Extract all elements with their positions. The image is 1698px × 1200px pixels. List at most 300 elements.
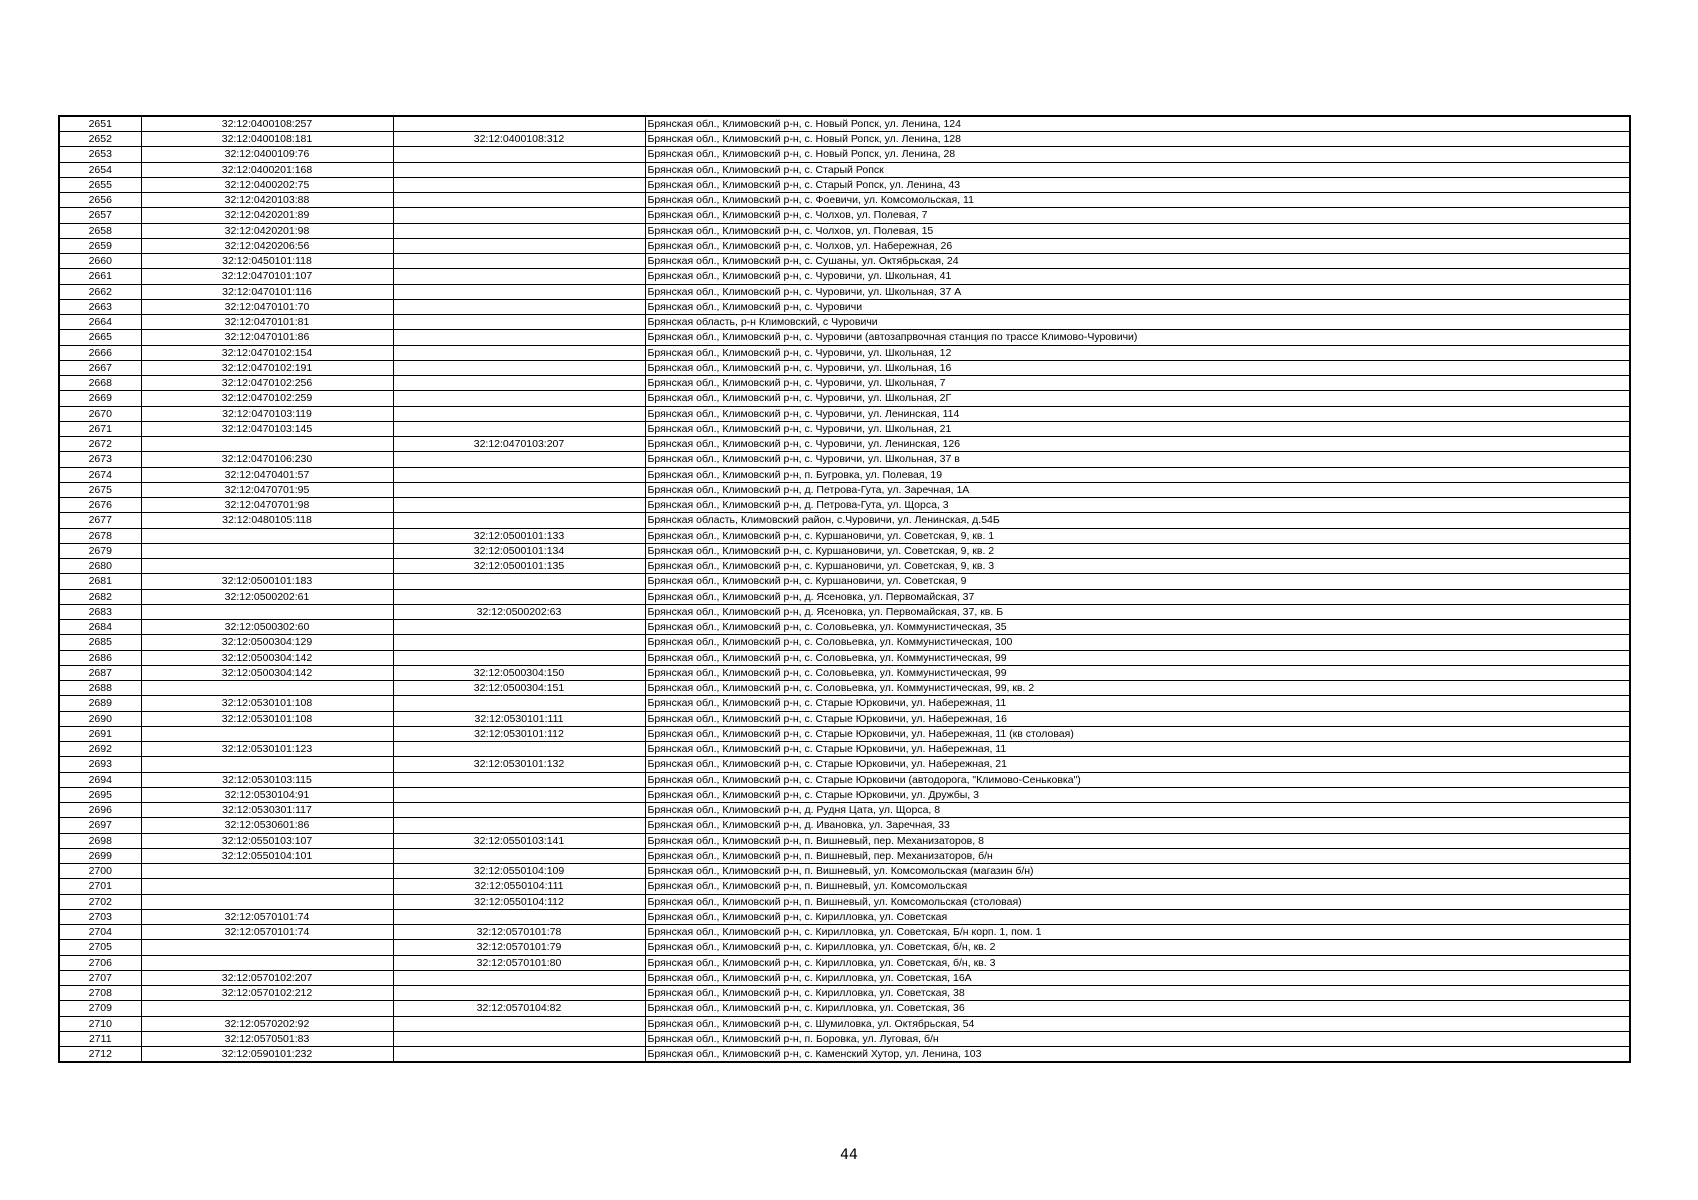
table-row bbox=[59, 559, 1630, 574]
cadastral-number-cell: 32:12:0530101:123 bbox=[141, 742, 393, 757]
related-cadastral-number-cell bbox=[393, 1031, 645, 1046]
related-cadastral-number-cell bbox=[393, 650, 645, 665]
address-cell: Брянская обл., Климовский р-н, п. Вишневый, пер. Механизаторов, б/н bbox=[645, 848, 1630, 863]
cadastral-number-cell: 32:12:0470102:256 bbox=[141, 376, 393, 391]
related-cadastral-number-cell bbox=[393, 315, 645, 330]
related-cadastral-number-cell bbox=[393, 513, 645, 528]
address-cell: Брянская обл., Климовский р-н, с. Старые Юрковичи, ул. Набережная, 11 (кв столовая) bbox=[645, 726, 1630, 741]
related-cadastral-number-cell bbox=[393, 376, 645, 391]
related-cadastral-number-cell bbox=[393, 360, 645, 375]
cadastral-number-cell: 32:12:0590101:232 bbox=[141, 1047, 393, 1063]
cadastral-number-cell: 32:12:0500304:142 bbox=[141, 665, 393, 680]
table-row bbox=[59, 543, 1630, 558]
row-number-cell: 2696 bbox=[59, 803, 141, 818]
table-row bbox=[59, 1001, 1630, 1016]
cadastral-number-cell bbox=[141, 543, 393, 558]
cadastral-number-cell bbox=[141, 559, 393, 574]
table-row bbox=[59, 116, 1630, 132]
address-cell: Брянская обл., Климовский р-н, п. Вишневый, ул. Комсомольская (магазин б/н) bbox=[645, 864, 1630, 879]
related-cadastral-number-cell bbox=[393, 1016, 645, 1031]
related-cadastral-number-cell bbox=[393, 330, 645, 345]
related-cadastral-number-cell bbox=[393, 635, 645, 650]
address-cell: Брянская обл., Климовский р-н, с. Новый Ропск, ул. Ленина, 28 bbox=[645, 147, 1630, 162]
table-row bbox=[59, 482, 1630, 497]
row-number-cell: 2692 bbox=[59, 742, 141, 757]
cadastral-number-cell: 32:12:0470103:119 bbox=[141, 406, 393, 421]
row-number-cell: 2693 bbox=[59, 757, 141, 772]
table-row bbox=[59, 589, 1630, 604]
address-cell: Брянская обл., Климовский р-н, с. Чуровичи, ул. Школьная, 16 bbox=[645, 360, 1630, 375]
address-cell: Брянская обл., Климовский р-н, п. Бугровка, ул. Полевая, 19 bbox=[645, 467, 1630, 482]
address-cell: Брянская обл., Климовский р-н, с. Соловьевка, ул. Коммунистическая, 35 bbox=[645, 620, 1630, 635]
row-number-cell: 2660 bbox=[59, 254, 141, 269]
address-cell: Брянская обл., Климовский р-н, с. Чуровичи, ул. Школьная, 7 bbox=[645, 376, 1630, 391]
table-row bbox=[59, 376, 1630, 391]
row-number-cell: 2653 bbox=[59, 147, 141, 162]
related-cadastral-number-cell: 32:12:0530101:132 bbox=[393, 757, 645, 772]
cadastral-number-cell: 32:12:0530101:108 bbox=[141, 696, 393, 711]
related-cadastral-number-cell bbox=[393, 986, 645, 1001]
row-number-cell: 2711 bbox=[59, 1031, 141, 1046]
address-cell: Брянская обл., Климовский р-н, с. Куршановичи, ул. Советская, 9, кв. 1 bbox=[645, 528, 1630, 543]
cadastral-number-cell: 32:12:0530101:108 bbox=[141, 711, 393, 726]
row-number-cell: 2684 bbox=[59, 620, 141, 635]
table-row bbox=[59, 132, 1630, 147]
row-number-cell: 2687 bbox=[59, 665, 141, 680]
cadastral-number-cell: 32:12:0500304:142 bbox=[141, 650, 393, 665]
table-row bbox=[59, 665, 1630, 680]
cadastral-number-cell bbox=[141, 955, 393, 970]
cadastral-number-cell bbox=[141, 894, 393, 909]
address-cell: Брянская обл., Климовский р-н, с. Чуровичи, ул. Школьная, 12 bbox=[645, 345, 1630, 360]
cadastral-number-cell: 32:12:0530301:117 bbox=[141, 803, 393, 818]
table-row bbox=[59, 315, 1630, 330]
related-cadastral-number-cell: 32:12:0550103:141 bbox=[393, 833, 645, 848]
table-row bbox=[59, 284, 1630, 299]
table-row bbox=[59, 681, 1630, 696]
row-number-cell: 2654 bbox=[59, 162, 141, 177]
related-cadastral-number-cell: 32:12:0500101:134 bbox=[393, 543, 645, 558]
address-cell: Брянская обл., Климовский р-н, с. Каменский Хутор, ул. Ленина, 103 bbox=[645, 1047, 1630, 1063]
row-number-cell: 2672 bbox=[59, 437, 141, 452]
address-cell: Брянская обл., Климовский р-н, с. Чуровичи, ул. Ленинская, 126 bbox=[645, 437, 1630, 452]
table-row bbox=[59, 879, 1630, 894]
cadastral-number-cell: 32:12:0400109:76 bbox=[141, 147, 393, 162]
row-number-cell: 2676 bbox=[59, 498, 141, 513]
row-number-cell: 2669 bbox=[59, 391, 141, 406]
table-row bbox=[59, 498, 1630, 513]
related-cadastral-number-cell bbox=[393, 238, 645, 253]
table-row bbox=[59, 909, 1630, 924]
address-cell: Брянская обл., Климовский р-н, п. Вишневый, ул. Комсомольская (столовая) bbox=[645, 894, 1630, 909]
row-number-cell: 2708 bbox=[59, 986, 141, 1001]
address-cell: Брянская обл., Климовский р-н, д. Ивановка, ул. Заречная, 33 bbox=[645, 818, 1630, 833]
related-cadastral-number-cell bbox=[393, 284, 645, 299]
table-row bbox=[59, 254, 1630, 269]
row-number-cell: 2652 bbox=[59, 132, 141, 147]
address-cell: Брянская обл., Климовский р-н, д. Рудня Цата, ул. Щорса, 8 bbox=[645, 803, 1630, 818]
related-cadastral-number-cell: 32:12:0500101:133 bbox=[393, 528, 645, 543]
address-cell: Брянская обл., Климовский р-н, с. Старые Юрковичи (автодорога, "Климово-Сеньковка") bbox=[645, 772, 1630, 787]
address-cell: Брянская обл., Климовский р-н, д. Ясеновка, ул. Первомайская, 37, кв. Б bbox=[645, 604, 1630, 619]
address-cell: Брянская обл., Климовский р-н, с. Куршановичи, ул. Советская, 9, кв. 2 bbox=[645, 543, 1630, 558]
cadastral-number-cell: 32:12:0570202:92 bbox=[141, 1016, 393, 1031]
table-row bbox=[59, 452, 1630, 467]
row-number-cell: 2691 bbox=[59, 726, 141, 741]
cadastral-number-cell: 32:12:0470701:95 bbox=[141, 482, 393, 497]
table-row bbox=[59, 986, 1630, 1001]
related-cadastral-number-cell bbox=[393, 421, 645, 436]
table-row bbox=[59, 437, 1630, 452]
related-cadastral-number-cell bbox=[393, 193, 645, 208]
address-cell: Брянская обл., Климовский р-н, с. Чуровичи bbox=[645, 299, 1630, 314]
table-row bbox=[59, 330, 1630, 345]
row-number-cell: 2685 bbox=[59, 635, 141, 650]
table-row bbox=[59, 1047, 1630, 1063]
row-number-cell: 2700 bbox=[59, 864, 141, 879]
address-cell: Брянская обл., Климовский р-н, с. Куршановичи, ул. Советская, 9, кв. 3 bbox=[645, 559, 1630, 574]
registry-table-body bbox=[59, 116, 1630, 1062]
address-cell: Брянская обл., Климовский р-н, с. Чолхов, ул. Набережная, 26 bbox=[645, 238, 1630, 253]
row-number-cell: 2678 bbox=[59, 528, 141, 543]
row-number-cell: 2707 bbox=[59, 970, 141, 985]
related-cadastral-number-cell: 32:12:0500304:151 bbox=[393, 681, 645, 696]
address-cell: Брянская обл., Климовский р-н, с. Старые Юрковичи, ул. Набережная, 16 bbox=[645, 711, 1630, 726]
cadastral-number-cell bbox=[141, 726, 393, 741]
related-cadastral-number-cell bbox=[393, 162, 645, 177]
table-row bbox=[59, 955, 1630, 970]
cadastral-number-cell: 32:12:0570501:83 bbox=[141, 1031, 393, 1046]
related-cadastral-number-cell bbox=[393, 742, 645, 757]
table-row bbox=[59, 513, 1630, 528]
address-cell: Брянская обл., Климовский р-н, с. Соловьевка, ул. Коммунистическая, 99 bbox=[645, 665, 1630, 680]
row-number-cell: 2686 bbox=[59, 650, 141, 665]
table-row bbox=[59, 833, 1630, 848]
table-row bbox=[59, 223, 1630, 238]
address-cell: Брянская обл., Климовский р-н, с. Фоевичи, ул. Комсомольская, 11 bbox=[645, 193, 1630, 208]
cadastral-number-cell: 32:12:0480105:118 bbox=[141, 513, 393, 528]
related-cadastral-number-cell bbox=[393, 772, 645, 787]
table-row bbox=[59, 238, 1630, 253]
table-row bbox=[59, 787, 1630, 802]
table-row bbox=[59, 742, 1630, 757]
related-cadastral-number-cell: 32:12:0500101:135 bbox=[393, 559, 645, 574]
table-row bbox=[59, 147, 1630, 162]
related-cadastral-number-cell bbox=[393, 116, 645, 132]
row-number-cell: 2681 bbox=[59, 574, 141, 589]
row-number-cell: 2675 bbox=[59, 482, 141, 497]
cadastral-number-cell bbox=[141, 940, 393, 955]
address-cell: Брянская обл., Климовский р-н, с. Новый Ропск, ул. Ленина, 124 bbox=[645, 116, 1630, 132]
address-cell: Брянская обл., Климовский р-н, с. Чуровичи, ул. Школьная, 37 А bbox=[645, 284, 1630, 299]
address-cell: Брянская обл., Климовский р-н, с. Старые Юрковичи, ул. Набережная, 11 bbox=[645, 742, 1630, 757]
cadastral-number-cell: 32:12:0470102:191 bbox=[141, 360, 393, 375]
cadastral-number-cell: 32:12:0530601:86 bbox=[141, 818, 393, 833]
cadastral-number-cell: 32:12:0500302:60 bbox=[141, 620, 393, 635]
cadastral-number-cell bbox=[141, 864, 393, 879]
row-number-cell: 2674 bbox=[59, 467, 141, 482]
address-cell: Брянская обл., Климовский р-н, с. Шумиловка, ул. Октябрьская, 54 bbox=[645, 1016, 1630, 1031]
table-row bbox=[59, 894, 1630, 909]
address-cell: Брянская обл., Климовский р-н, д. Петрова-Гута, ул. Щорса, 3 bbox=[645, 498, 1630, 513]
page-number: 44 bbox=[840, 1147, 858, 1163]
related-cadastral-number-cell: 32:12:0550104:109 bbox=[393, 864, 645, 879]
table-row bbox=[59, 345, 1630, 360]
row-number-cell: 2662 bbox=[59, 284, 141, 299]
table-row bbox=[59, 528, 1630, 543]
address-cell: Брянская обл., Климовский р-н, с. Кирилловка, ул. Советская, 16А bbox=[645, 970, 1630, 985]
address-cell: Брянская область, р-н Климовский, с Чуровичи bbox=[645, 315, 1630, 330]
row-number-cell: 2667 bbox=[59, 360, 141, 375]
address-cell: Брянская обл., Климовский р-н, с. Старые Юрковичи, ул. Дружбы, 3 bbox=[645, 787, 1630, 802]
cadastral-number-cell: 32:12:0470101:86 bbox=[141, 330, 393, 345]
related-cadastral-number-cell bbox=[393, 299, 645, 314]
table-row bbox=[59, 269, 1630, 284]
table-row bbox=[59, 391, 1630, 406]
address-cell: Брянская обл., Климовский р-н, с. Соловьевка, ул. Коммунистическая, 100 bbox=[645, 635, 1630, 650]
related-cadastral-number-cell: 32:12:0530101:111 bbox=[393, 711, 645, 726]
row-number-cell: 2665 bbox=[59, 330, 141, 345]
address-cell: Брянская обл., Климовский р-н, с. Сушаны, ул. Октябрьская, 24 bbox=[645, 254, 1630, 269]
row-number-cell: 2663 bbox=[59, 299, 141, 314]
table-row bbox=[59, 940, 1630, 955]
row-number-cell: 2710 bbox=[59, 1016, 141, 1031]
related-cadastral-number-cell: 32:12:0550104:111 bbox=[393, 879, 645, 894]
related-cadastral-number-cell bbox=[393, 269, 645, 284]
related-cadastral-number-cell bbox=[393, 391, 645, 406]
cadastral-number-cell: 32:12:0420103:88 bbox=[141, 193, 393, 208]
address-cell: Брянская обл., Климовский р-н, с. Кирилловка, ул. Советская, 38 bbox=[645, 986, 1630, 1001]
cadastral-number-cell: 32:12:0470101:70 bbox=[141, 299, 393, 314]
cadastral-number-cell: 32:12:0530103:115 bbox=[141, 772, 393, 787]
related-cadastral-number-cell: 32:12:0570101:78 bbox=[393, 925, 645, 940]
cadastral-number-cell: 32:12:0450101:118 bbox=[141, 254, 393, 269]
row-number-cell: 2666 bbox=[59, 345, 141, 360]
related-cadastral-number-cell bbox=[393, 1047, 645, 1063]
row-number-cell: 2706 bbox=[59, 955, 141, 970]
row-number-cell: 2659 bbox=[59, 238, 141, 253]
table-row bbox=[59, 757, 1630, 772]
cadastral-number-cell: 32:12:0400201:168 bbox=[141, 162, 393, 177]
cadastral-number-cell: 32:12:0470102:259 bbox=[141, 391, 393, 406]
table-row bbox=[59, 421, 1630, 436]
related-cadastral-number-cell bbox=[393, 406, 645, 421]
table-row bbox=[59, 848, 1630, 863]
row-number-cell: 2698 bbox=[59, 833, 141, 848]
related-cadastral-number-cell: 32:12:0400108:312 bbox=[393, 132, 645, 147]
address-cell: Брянская обл., Климовский р-н, с. Старые Юрковичи, ул. Набережная, 21 bbox=[645, 757, 1630, 772]
cadastral-number-cell: 32:12:0420201:98 bbox=[141, 223, 393, 238]
related-cadastral-number-cell: 32:12:0550104:112 bbox=[393, 894, 645, 909]
related-cadastral-number-cell bbox=[393, 482, 645, 497]
row-number-cell: 2655 bbox=[59, 177, 141, 192]
related-cadastral-number-cell bbox=[393, 498, 645, 513]
row-number-cell: 2702 bbox=[59, 894, 141, 909]
table-row bbox=[59, 177, 1630, 192]
row-number-cell: 2690 bbox=[59, 711, 141, 726]
cadastral-number-cell bbox=[141, 879, 393, 894]
related-cadastral-number-cell: 32:12:0570104:82 bbox=[393, 1001, 645, 1016]
table-row bbox=[59, 818, 1630, 833]
address-cell: Брянская обл., Климовский р-н, с. Старый Ропск, ул. Ленина, 43 bbox=[645, 177, 1630, 192]
related-cadastral-number-cell bbox=[393, 574, 645, 589]
cadastral-number-cell bbox=[141, 604, 393, 619]
row-number-cell: 2670 bbox=[59, 406, 141, 421]
related-cadastral-number-cell bbox=[393, 818, 645, 833]
table-row bbox=[59, 467, 1630, 482]
row-number-cell: 2658 bbox=[59, 223, 141, 238]
cadastral-number-cell bbox=[141, 757, 393, 772]
table-row bbox=[59, 864, 1630, 879]
cadastral-number-cell: 32:12:0470101:107 bbox=[141, 269, 393, 284]
row-number-cell: 2680 bbox=[59, 559, 141, 574]
row-number-cell: 2671 bbox=[59, 421, 141, 436]
address-cell: Брянская обл., Климовский р-н, с. Кирилловка, ул. Советская, б/н, кв. 3 bbox=[645, 955, 1630, 970]
row-number-cell: 2694 bbox=[59, 772, 141, 787]
address-cell: Брянская обл., Климовский р-н, д. Петрова-Гута, ул. Заречная, 1А bbox=[645, 482, 1630, 497]
table-row bbox=[59, 970, 1630, 985]
related-cadastral-number-cell bbox=[393, 970, 645, 985]
address-cell: Брянская обл., Климовский р-н, с. Старый Ропск bbox=[645, 162, 1630, 177]
table-row bbox=[59, 620, 1630, 635]
cadastral-number-cell: 32:12:0470401:57 bbox=[141, 467, 393, 482]
row-number-cell: 2664 bbox=[59, 315, 141, 330]
cadastral-number-cell: 32:12:0570102:212 bbox=[141, 986, 393, 1001]
cadastral-number-cell: 32:12:0500304:129 bbox=[141, 635, 393, 650]
related-cadastral-number-cell: 32:12:0500202:63 bbox=[393, 604, 645, 619]
cadastral-number-cell: 32:12:0400108:181 bbox=[141, 132, 393, 147]
row-number-cell: 2688 bbox=[59, 681, 141, 696]
table-row bbox=[59, 604, 1630, 619]
address-cell: Брянская обл., Климовский р-н, с. Чуровичи, ул. Школьная, 41 bbox=[645, 269, 1630, 284]
table-row bbox=[59, 406, 1630, 421]
cadastral-number-cell: 32:12:0530104:91 bbox=[141, 787, 393, 802]
table-row bbox=[59, 635, 1630, 650]
cadastral-number-cell: 32:12:0470101:116 bbox=[141, 284, 393, 299]
row-number-cell: 2677 bbox=[59, 513, 141, 528]
row-number-cell: 2705 bbox=[59, 940, 141, 955]
address-cell: Брянская обл., Климовский р-н, п. Вишневый, ул. Комсомольская bbox=[645, 879, 1630, 894]
table-row bbox=[59, 925, 1630, 940]
table-row bbox=[59, 696, 1630, 711]
cadastral-number-cell bbox=[141, 528, 393, 543]
address-cell: Брянская обл., Климовский р-н, с. Соловьевка, ул. Коммунистическая, 99, кв. 2 bbox=[645, 681, 1630, 696]
address-cell: Брянская обл., Климовский р-н, с. Старые Юрковичи, ул. Набережная, 11 bbox=[645, 696, 1630, 711]
table-row bbox=[59, 726, 1630, 741]
cadastral-number-cell: 32:12:0470101:81 bbox=[141, 315, 393, 330]
cadastral-number-cell: 32:12:0470701:98 bbox=[141, 498, 393, 513]
row-number-cell: 2673 bbox=[59, 452, 141, 467]
row-number-cell: 2704 bbox=[59, 925, 141, 940]
address-cell: Брянская обл., Климовский р-н, с. Чуровичи (автозапрвочная станция по трассе Климово-Чуровичи) bbox=[645, 330, 1630, 345]
cadastral-number-cell: 32:12:0420206:56 bbox=[141, 238, 393, 253]
related-cadastral-number-cell bbox=[393, 452, 645, 467]
table-row bbox=[59, 162, 1630, 177]
address-cell: Брянская обл., Климовский р-н, д. Ясеновка, ул. Первомайская, 37 bbox=[645, 589, 1630, 604]
row-number-cell: 2689 bbox=[59, 696, 141, 711]
address-cell: Брянская обл., Климовский р-н, с. Куршановичи, ул. Советская, 9 bbox=[645, 574, 1630, 589]
address-cell: Брянская обл., Климовский р-н, с. Чуровичи, ул. Школьная, 2Г bbox=[645, 391, 1630, 406]
table-row bbox=[59, 574, 1630, 589]
row-number-cell: 2656 bbox=[59, 193, 141, 208]
address-cell: Брянская обл., Климовский р-н, с. Кирилловка, ул. Советская, б/н, кв. 2 bbox=[645, 940, 1630, 955]
registry-table bbox=[58, 115, 1631, 1063]
related-cadastral-number-cell: 32:12:0570101:80 bbox=[393, 955, 645, 970]
row-number-cell: 2657 bbox=[59, 208, 141, 223]
address-cell: Брянская обл., Климовский р-н, п. Боровка, ул. Луговая, б/н bbox=[645, 1031, 1630, 1046]
related-cadastral-number-cell bbox=[393, 848, 645, 863]
address-cell: Брянская обл., Климовский р-н, с. Кирилловка, ул. Советская, Б/н корп. 1, пом. 1 bbox=[645, 925, 1630, 940]
row-number-cell: 2712 bbox=[59, 1047, 141, 1063]
cadastral-number-cell bbox=[141, 681, 393, 696]
row-number-cell: 2651 bbox=[59, 116, 141, 132]
table-row bbox=[59, 299, 1630, 314]
related-cadastral-number-cell: 32:12:0470103:207 bbox=[393, 437, 645, 452]
row-number-cell: 2683 bbox=[59, 604, 141, 619]
cadastral-number-cell: 32:12:0570101:74 bbox=[141, 925, 393, 940]
related-cadastral-number-cell bbox=[393, 909, 645, 924]
address-cell: Брянская обл., Климовский р-н, с. Соловьевка, ул. Коммунистическая, 99 bbox=[645, 650, 1630, 665]
related-cadastral-number-cell bbox=[393, 803, 645, 818]
cadastral-number-cell: 32:12:0550104:101 bbox=[141, 848, 393, 863]
cadastral-number-cell: 32:12:0400108:257 bbox=[141, 116, 393, 132]
address-cell: Брянская обл., Климовский р-н, с. Чуровичи, ул. Школьная, 21 bbox=[645, 421, 1630, 436]
address-cell: Брянская обл., Климовский р-н, с. Кирилловка, ул. Советская bbox=[645, 909, 1630, 924]
cadastral-number-cell: 32:12:0470103:145 bbox=[141, 421, 393, 436]
row-number-cell: 2682 bbox=[59, 589, 141, 604]
related-cadastral-number-cell bbox=[393, 345, 645, 360]
row-number-cell: 2695 bbox=[59, 787, 141, 802]
related-cadastral-number-cell bbox=[393, 589, 645, 604]
table-row bbox=[59, 193, 1630, 208]
related-cadastral-number-cell: 32:12:0500304:150 bbox=[393, 665, 645, 680]
row-number-cell: 2661 bbox=[59, 269, 141, 284]
row-number-cell: 2697 bbox=[59, 818, 141, 833]
table-row bbox=[59, 360, 1630, 375]
cadastral-number-cell: 32:12:0500101:183 bbox=[141, 574, 393, 589]
table-row bbox=[59, 711, 1630, 726]
row-number-cell: 2679 bbox=[59, 543, 141, 558]
table-row bbox=[59, 803, 1630, 818]
cadastral-number-cell: 32:12:0570102:207 bbox=[141, 970, 393, 985]
cadastral-number-cell: 32:12:0420201:89 bbox=[141, 208, 393, 223]
related-cadastral-number-cell bbox=[393, 787, 645, 802]
address-cell: Брянская обл., Климовский р-н, с. Чуровичи, ул. Школьная, 37 в bbox=[645, 452, 1630, 467]
related-cadastral-number-cell bbox=[393, 208, 645, 223]
address-cell: Брянская обл., Климовский р-н, с. Чуровичи, ул. Ленинская, 114 bbox=[645, 406, 1630, 421]
related-cadastral-number-cell bbox=[393, 620, 645, 635]
related-cadastral-number-cell bbox=[393, 147, 645, 162]
address-cell: Брянская обл., Климовский р-н, с. Чолхов, ул. Полевая, 15 bbox=[645, 223, 1630, 238]
related-cadastral-number-cell bbox=[393, 467, 645, 482]
cadastral-number-cell bbox=[141, 437, 393, 452]
related-cadastral-number-cell bbox=[393, 254, 645, 269]
address-cell: Брянская обл., Климовский р-н, с. Новый Ропск, ул. Ленина, 128 bbox=[645, 132, 1630, 147]
cadastral-number-cell: 32:12:0400202:75 bbox=[141, 177, 393, 192]
related-cadastral-number-cell bbox=[393, 177, 645, 192]
address-cell: Брянская обл., Климовский р-н, с. Чолхов, ул. Полевая, 7 bbox=[645, 208, 1630, 223]
related-cadastral-number-cell: 32:12:0570101:79 bbox=[393, 940, 645, 955]
row-number-cell: 2668 bbox=[59, 376, 141, 391]
related-cadastral-number-cell bbox=[393, 223, 645, 238]
address-cell: Брянская обл., Климовский р-н, с. Кирилловка, ул. Советская, 36 bbox=[645, 1001, 1630, 1016]
row-number-cell: 2701 bbox=[59, 879, 141, 894]
cadastral-number-cell bbox=[141, 1001, 393, 1016]
cadastral-number-cell: 32:12:0550103:107 bbox=[141, 833, 393, 848]
cadastral-number-cell: 32:12:0470102:154 bbox=[141, 345, 393, 360]
table-row bbox=[59, 772, 1630, 787]
table-row bbox=[59, 1016, 1630, 1031]
